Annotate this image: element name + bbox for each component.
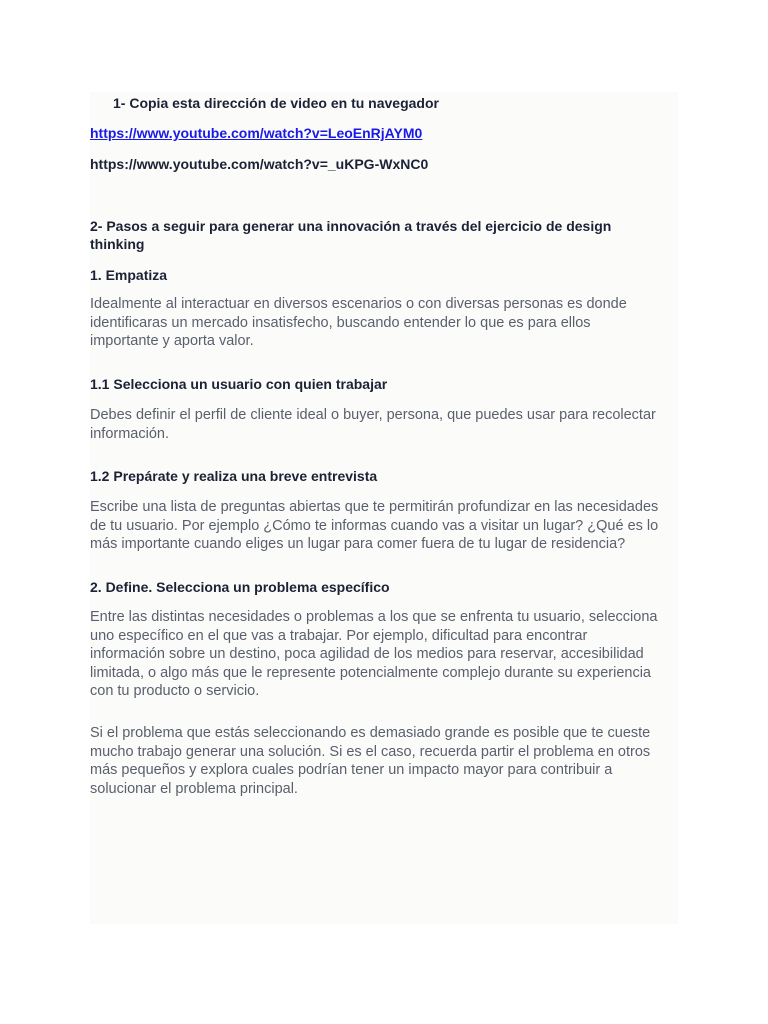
define-heading: 2. Define. Selecciona un problema específico xyxy=(90,579,390,595)
usuario-paragraph: Debes definir el perfil de cliente ideal o buyer, persona, que puedes usar para recolectar información. xyxy=(90,407,656,442)
define-paragraph-2: Si el problema que estás seleccionando es demasiado grande es posible que te cueste mucho trabajo generar una solución. Si es el caso, recuerda partir el problema en otros más pequeños y explora cuales podrían tener un impacto mayor para contribuir a solucionar el problema principal. xyxy=(90,725,651,797)
video-link-1[interactable]: https://www.youtube.com/watch?v=LeoEnRjAYM0 xyxy=(90,125,423,141)
empatiza-heading: 1. Empatiza xyxy=(90,267,168,283)
video-link-2: https://www.youtube.com/watch?v=_uKPG-WxNC0 xyxy=(90,156,429,172)
entrevista-paragraph: Escribe una lista de preguntas abiertas que te permitirán profundizar en las necesidades de tu usuario. Por ejemplo ¿Cómo te informas cuando vas a visitar un lugar? ¿Qué es lo más importante cuando eliges un lugar para comer fuera de tu lugar de residencia? xyxy=(90,499,659,552)
usuario-heading: 1.1 Selecciona un usuario con quien trabajar xyxy=(90,376,388,392)
step2-heading: 2- Pasos a seguir para generar una innovación a través del ejercicio de design thinking xyxy=(90,218,612,252)
define-paragraph-1: Entre las distintas necesidades o problemas a los que se enfrenta tu usuario, selecciona uno específico en el que vas a trabajar. Por ejemplo, dificultad para encontrar información sobre un destino, poca agilidad de los medios para reservar, accesibilidad limitada, o algo más que le represente potencialmente complejo durante su experiencia con tu producto o servicio. xyxy=(90,609,658,699)
entrevista-heading: 1.2 Prepárate y realiza una breve entrevista xyxy=(90,468,378,484)
step1-heading: 1- Copia esta dirección de video en tu navegador xyxy=(113,95,439,111)
empatiza-paragraph: Idealmente al interactuar en diversos escenarios o con diversas personas es donde identificaras un mercado insatisfecho, buscando entender lo que es para ellos importante y aporta valor. xyxy=(90,296,627,349)
